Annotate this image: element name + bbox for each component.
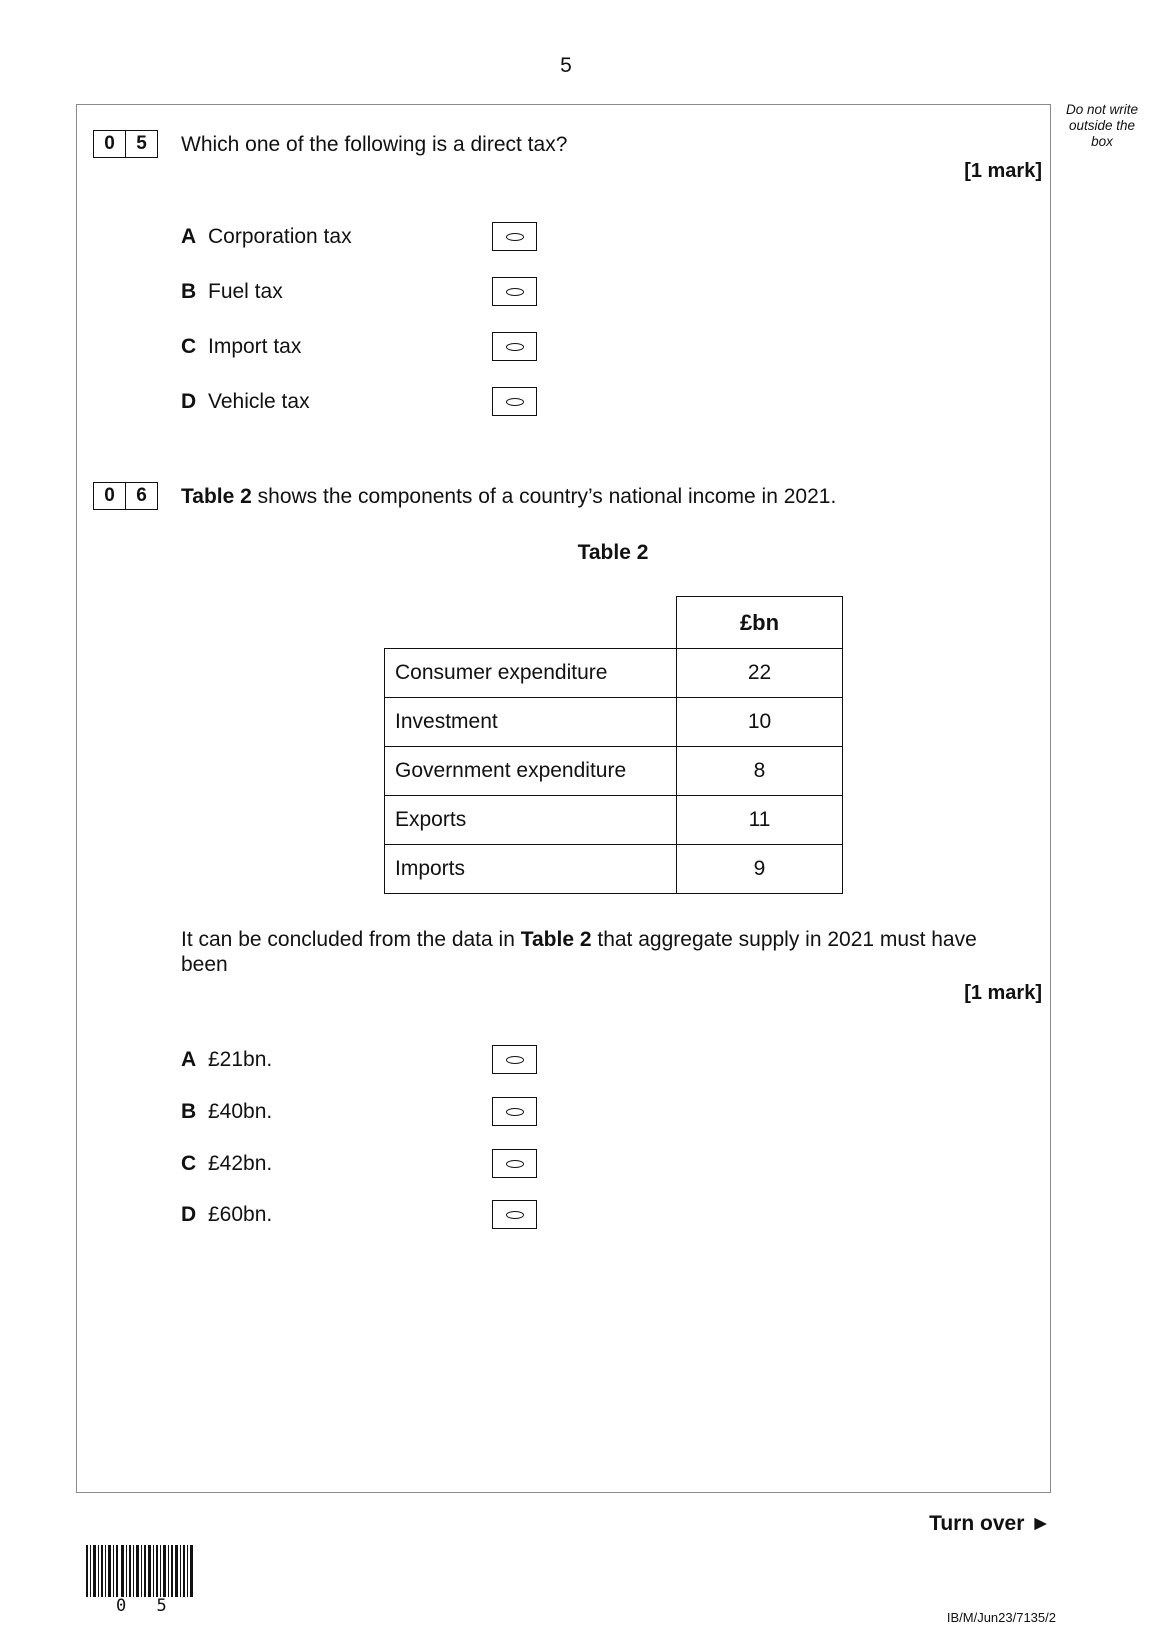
question-06-intro — [181, 484, 1031, 509]
answer-box-d[interactable] — [492, 387, 537, 416]
option-label: Vehicle tax — [208, 390, 310, 413]
option-letter: B — [181, 280, 197, 303]
answer-bubble[interactable] — [506, 1160, 524, 1168]
footer-code: IB/M/Jun23/7135/2 — [946, 1610, 1056, 1625]
table-corner — [385, 597, 677, 649]
table-row — [385, 698, 843, 747]
answer-box-b[interactable] — [492, 1097, 537, 1126]
option-label: Fuel tax — [208, 280, 283, 303]
question-number-06 — [93, 482, 158, 510]
answer-box-a[interactable] — [492, 222, 537, 251]
answer-box-d[interactable] — [492, 1200, 537, 1229]
option-label: Import tax — [208, 335, 302, 358]
unit-header: £bn — [677, 597, 843, 649]
answer-bubble[interactable] — [506, 398, 524, 406]
row-value: 9 — [677, 845, 843, 894]
option-label: £42bn. — [208, 1152, 273, 1175]
option-letter: D — [181, 390, 197, 413]
q06-option-b — [181, 1097, 541, 1127]
stem-text: It can be concluded from the data in — [181, 928, 521, 951]
q05-option-c — [181, 332, 541, 362]
national-income-table — [384, 596, 843, 894]
option-label: £60bn. — [208, 1203, 273, 1226]
table-row — [385, 649, 843, 698]
question-05-mark: [1 mark] — [964, 160, 1042, 182]
answer-box-c[interactable] — [492, 1149, 537, 1178]
q05-option-d — [181, 387, 541, 417]
row-item: Government expenditure — [385, 747, 677, 796]
question-digit: 0 — [104, 485, 115, 506]
turn-over-label: Turn over ► — [929, 1512, 1051, 1535]
option-label: £21bn. — [208, 1048, 273, 1071]
row-value: 8 — [677, 747, 843, 796]
option-letter: A — [181, 1048, 197, 1071]
question-05-text: Which one of the following is a direct tax? — [181, 133, 568, 156]
answer-box-a[interactable] — [492, 1045, 537, 1074]
q06-option-c — [181, 1149, 541, 1179]
answer-box-b[interactable] — [492, 277, 537, 306]
table-reference: Table 2 — [520, 928, 592, 951]
table-row — [385, 845, 843, 894]
question-06-stem — [181, 927, 1021, 977]
table-reference: Table 2 — [181, 485, 252, 508]
table-row — [385, 747, 843, 796]
page-number: 5 — [560, 54, 572, 77]
q05-option-a — [181, 222, 541, 252]
barcode-number: 0 5 — [116, 1596, 177, 1616]
option-label: £40bn. — [208, 1100, 273, 1123]
row-item: Exports — [385, 796, 677, 845]
row-value: 10 — [677, 698, 843, 747]
margin-note: Do not write outside the box — [1065, 102, 1139, 149]
row-value: 22 — [677, 649, 843, 698]
question-number-05 — [93, 130, 158, 158]
question-digit: 5 — [125, 131, 157, 157]
answer-bubble[interactable] — [506, 1211, 524, 1219]
answer-bubble[interactable] — [506, 1108, 524, 1116]
row-item: Consumer expenditure — [385, 649, 677, 698]
question-digit: 6 — [125, 483, 157, 509]
table-header-row — [385, 597, 843, 649]
table-caption: Table 2 — [577, 541, 649, 564]
question-digit: 0 — [104, 133, 115, 154]
option-letter: C — [181, 1152, 197, 1175]
q06-option-a — [181, 1045, 541, 1075]
option-letter: A — [181, 225, 197, 248]
answer-bubble[interactable] — [506, 343, 524, 351]
answer-box-c[interactable] — [492, 332, 537, 361]
stem-text: that aggregate supply in 2021 must have been — [181, 928, 977, 976]
option-letter: C — [181, 335, 197, 358]
q05-option-b — [181, 277, 541, 307]
row-item: Imports — [385, 845, 677, 894]
table-row — [385, 796, 843, 845]
option-letter: D — [181, 1203, 197, 1226]
option-label: Corporation tax — [208, 225, 352, 248]
row-value: 11 — [677, 796, 843, 845]
q06-option-d — [181, 1200, 541, 1230]
answer-bubble[interactable] — [506, 233, 524, 241]
barcode-icon — [86, 1545, 194, 1597]
answer-bubble[interactable] — [506, 288, 524, 296]
question-06-mark: [1 mark] — [964, 982, 1042, 1004]
option-letter: B — [181, 1100, 197, 1123]
answer-bubble[interactable] — [506, 1056, 524, 1064]
intro-text: shows the components of a country’s national income in 2021. — [251, 485, 837, 508]
row-item: Investment — [385, 698, 677, 747]
